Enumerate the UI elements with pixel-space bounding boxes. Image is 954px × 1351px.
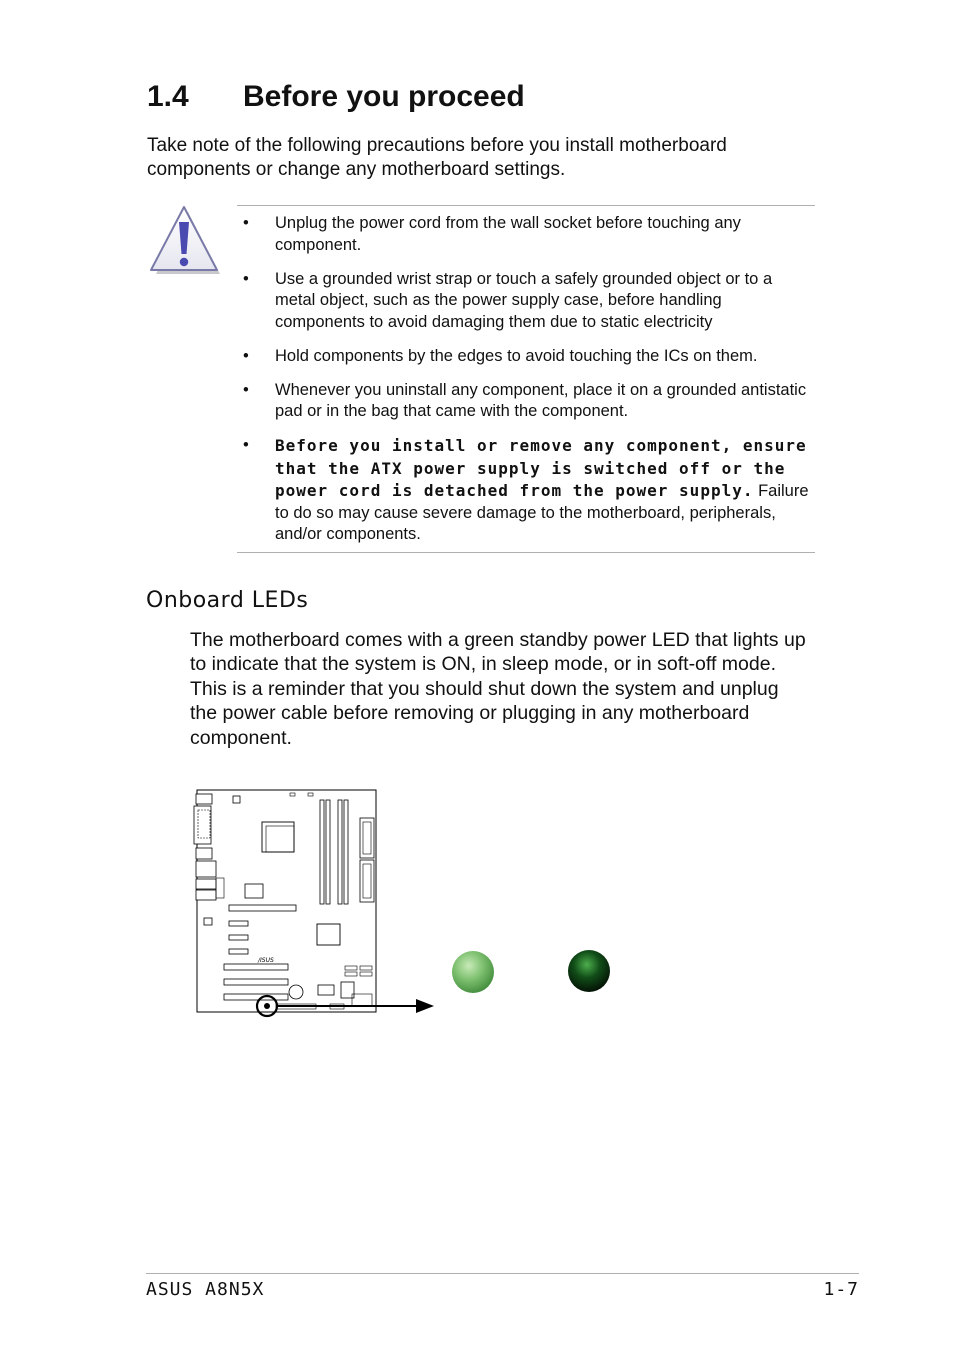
precaution-emphasis: Before you install or remove any component, ensure that the ATX power supply is switched off or the power cord is detached from the power supply. [275, 436, 807, 500]
footer-page-number: 1-7 [823, 1279, 859, 1300]
precaution-item: • Use a grounded wrist strap or touch a safely grounded object or to a metal object, such as the power supply case, before handling components to avoid damaging them due to static electricity [243, 269, 815, 334]
precaution-list [243, 213, 815, 558]
led-off-indicator [568, 950, 610, 992]
onboard-leds-paragraph: The motherboard comes with a green standby power LED that lights up to indicate that the system is ON, in sleep mode, or in soft-off mode. This is a reminder that you should shut down the system and unplug the power cable before removing or plugging in any motherboard component. [190, 629, 806, 749]
onboard-leds-heading: Onboard LEDs [146, 588, 309, 613]
precaution-item: • Unplug the power cord from the wall socket before touching any component. [243, 213, 815, 256]
footer-rule [146, 1273, 859, 1274]
section-title-text: Before you proceed [243, 80, 525, 113]
intro-paragraph: Take note of the following precautions before you install motherboard components or change any motherboard settings. [147, 135, 727, 180]
precaution-item: • Hold components by the edges to avoid touching the ICs on them. [243, 346, 815, 368]
board-logo: /ISUS [258, 957, 274, 964]
section-title [147, 80, 525, 114]
precaution-item: • Whenever you uninstall any component, place it on a grounded antistatic pad or in the bag that came with the component. [243, 380, 815, 423]
precaution-item: • Before you install or remove any component, ensure that the ATX power supply is switched off or the power cord is detached from the power supply. Failure to do so may cause severe damage to the motherboard, peripherals, and/or components. [243, 435, 815, 546]
led-on-indicator [452, 951, 494, 993]
warning-triangle-icon [148, 204, 222, 276]
motherboard-led-diagram [180, 782, 640, 1022]
section-number: 1.4 [147, 80, 189, 113]
footer-product-name: ASUS A8N5X [146, 1279, 265, 1300]
warning-bottom-rule [237, 552, 815, 553]
motherboard-layout-icon [180, 782, 640, 1022]
warning-top-rule [237, 205, 815, 206]
